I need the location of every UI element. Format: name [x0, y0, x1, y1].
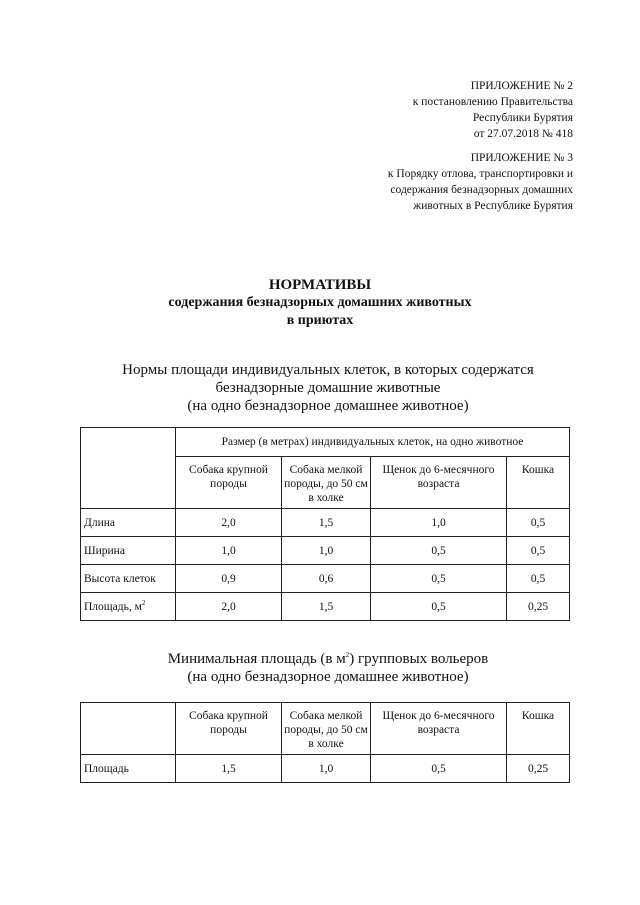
row-label: Площадь: [81, 755, 176, 783]
cell-value: 0,25: [507, 755, 570, 783]
group-header: Размер (в метрах) индивидуальных клеток, на одно животное: [176, 428, 570, 457]
title-line: содержания безнадзорных домашних животных: [168, 295, 472, 310]
cell-value: 0,9: [176, 565, 282, 593]
row-label: [81, 593, 176, 621]
appendix-3-line: к Порядку отлова, транспортировки и: [387, 168, 573, 180]
row-label: Длина: [81, 509, 176, 537]
section2-caption-line: [0, 650, 640, 668]
empty-corner-cell: [81, 428, 176, 509]
cell-value: 1,5: [282, 509, 371, 537]
table-header-row: [81, 428, 570, 457]
title-main: НОРМАТИВЫ: [268, 277, 372, 293]
cell-value: 0,5: [507, 509, 570, 537]
cell-value: 1,0: [371, 509, 507, 537]
column-header-puppy: Щенок до 6-месячного возраста: [371, 703, 507, 755]
appendix-2-line: Республики Бурятия: [472, 112, 573, 124]
title-line: в приютах: [286, 313, 354, 328]
cell-value: 2,0: [176, 593, 282, 621]
superscript: 2: [345, 651, 350, 659]
cell-value: 0,5: [507, 565, 570, 593]
table-row: [81, 537, 570, 565]
cage-size-table: [80, 427, 570, 621]
table-row: [81, 755, 570, 783]
section2-caption: [0, 650, 640, 686]
caption-text: Минимальная площадь (в м: [167, 651, 346, 667]
appendix-3-block: [388, 150, 573, 214]
section2-caption-line: (на одно безнадзорное домашнее животное): [187, 669, 469, 685]
cell-value: 0,25: [507, 593, 570, 621]
row-label-text: Площадь, м: [84, 600, 142, 613]
cell-value: 0,5: [507, 537, 570, 565]
appendix-2-date: от 27.07.2018 № 418: [473, 128, 573, 140]
column-header-cat: Кошка: [507, 703, 570, 755]
cell-value: 2,0: [176, 509, 282, 537]
caption-text: ) групповых вольеров: [349, 651, 489, 667]
column-header-large-dog: Собака крупной породы: [176, 457, 282, 509]
appendix-3-heading: ПРИЛОЖЕНИЕ № 3: [470, 152, 573, 164]
column-header-cat: Кошка: [507, 457, 570, 509]
column-header-small-dog: Собака мелкой породы, до 50 см в холке: [282, 703, 371, 755]
enclosure-area-table: [80, 702, 570, 783]
section1-caption-line: безнадзорные домашние животные: [215, 380, 441, 396]
cell-value: 1,0: [282, 537, 371, 565]
cell-value: 1,5: [282, 593, 371, 621]
cell-value: 1,0: [282, 755, 371, 783]
cell-value: 0,5: [371, 537, 507, 565]
column-header-large-dog: Собака крупной породы: [176, 703, 282, 755]
empty-corner-cell: [81, 703, 176, 755]
table-row: [81, 509, 570, 537]
superscript: 2: [141, 598, 146, 607]
document-title: [0, 276, 640, 330]
column-header-puppy: Щенок до 6-месячного возраста: [371, 457, 507, 509]
appendix-3-line: содержания безнадзорных домашних: [390, 184, 573, 196]
section1-caption: [0, 361, 640, 415]
appendix-2-block: [413, 78, 573, 142]
appendix-2-line: к постановлению Правительства: [412, 96, 573, 108]
appendix-2-heading: ПРИЛОЖЕНИЕ № 2: [470, 80, 573, 92]
row-label: Высота клеток: [81, 565, 176, 593]
cell-value: 0,5: [371, 755, 507, 783]
cell-value: 1,0: [176, 537, 282, 565]
cell-value: 0,6: [282, 565, 371, 593]
section1-caption-line: Нормы площади индивидуальных клеток, в которых содержатся: [122, 362, 534, 378]
table-header-row: [81, 703, 570, 755]
cell-value: 0,5: [371, 593, 507, 621]
table-row: [81, 593, 570, 621]
cell-value: 0,5: [371, 565, 507, 593]
section1-caption-line: (на одно безнадзорное домашнее животное): [187, 398, 469, 414]
table-row: [81, 565, 570, 593]
appendix-3-line: животных в Республике Бурятия: [413, 200, 573, 212]
column-header-small-dog: Собака мелкой породы, до 50 см в холке: [282, 457, 371, 509]
row-label: Ширина: [81, 537, 176, 565]
cell-value: 1,5: [176, 755, 282, 783]
